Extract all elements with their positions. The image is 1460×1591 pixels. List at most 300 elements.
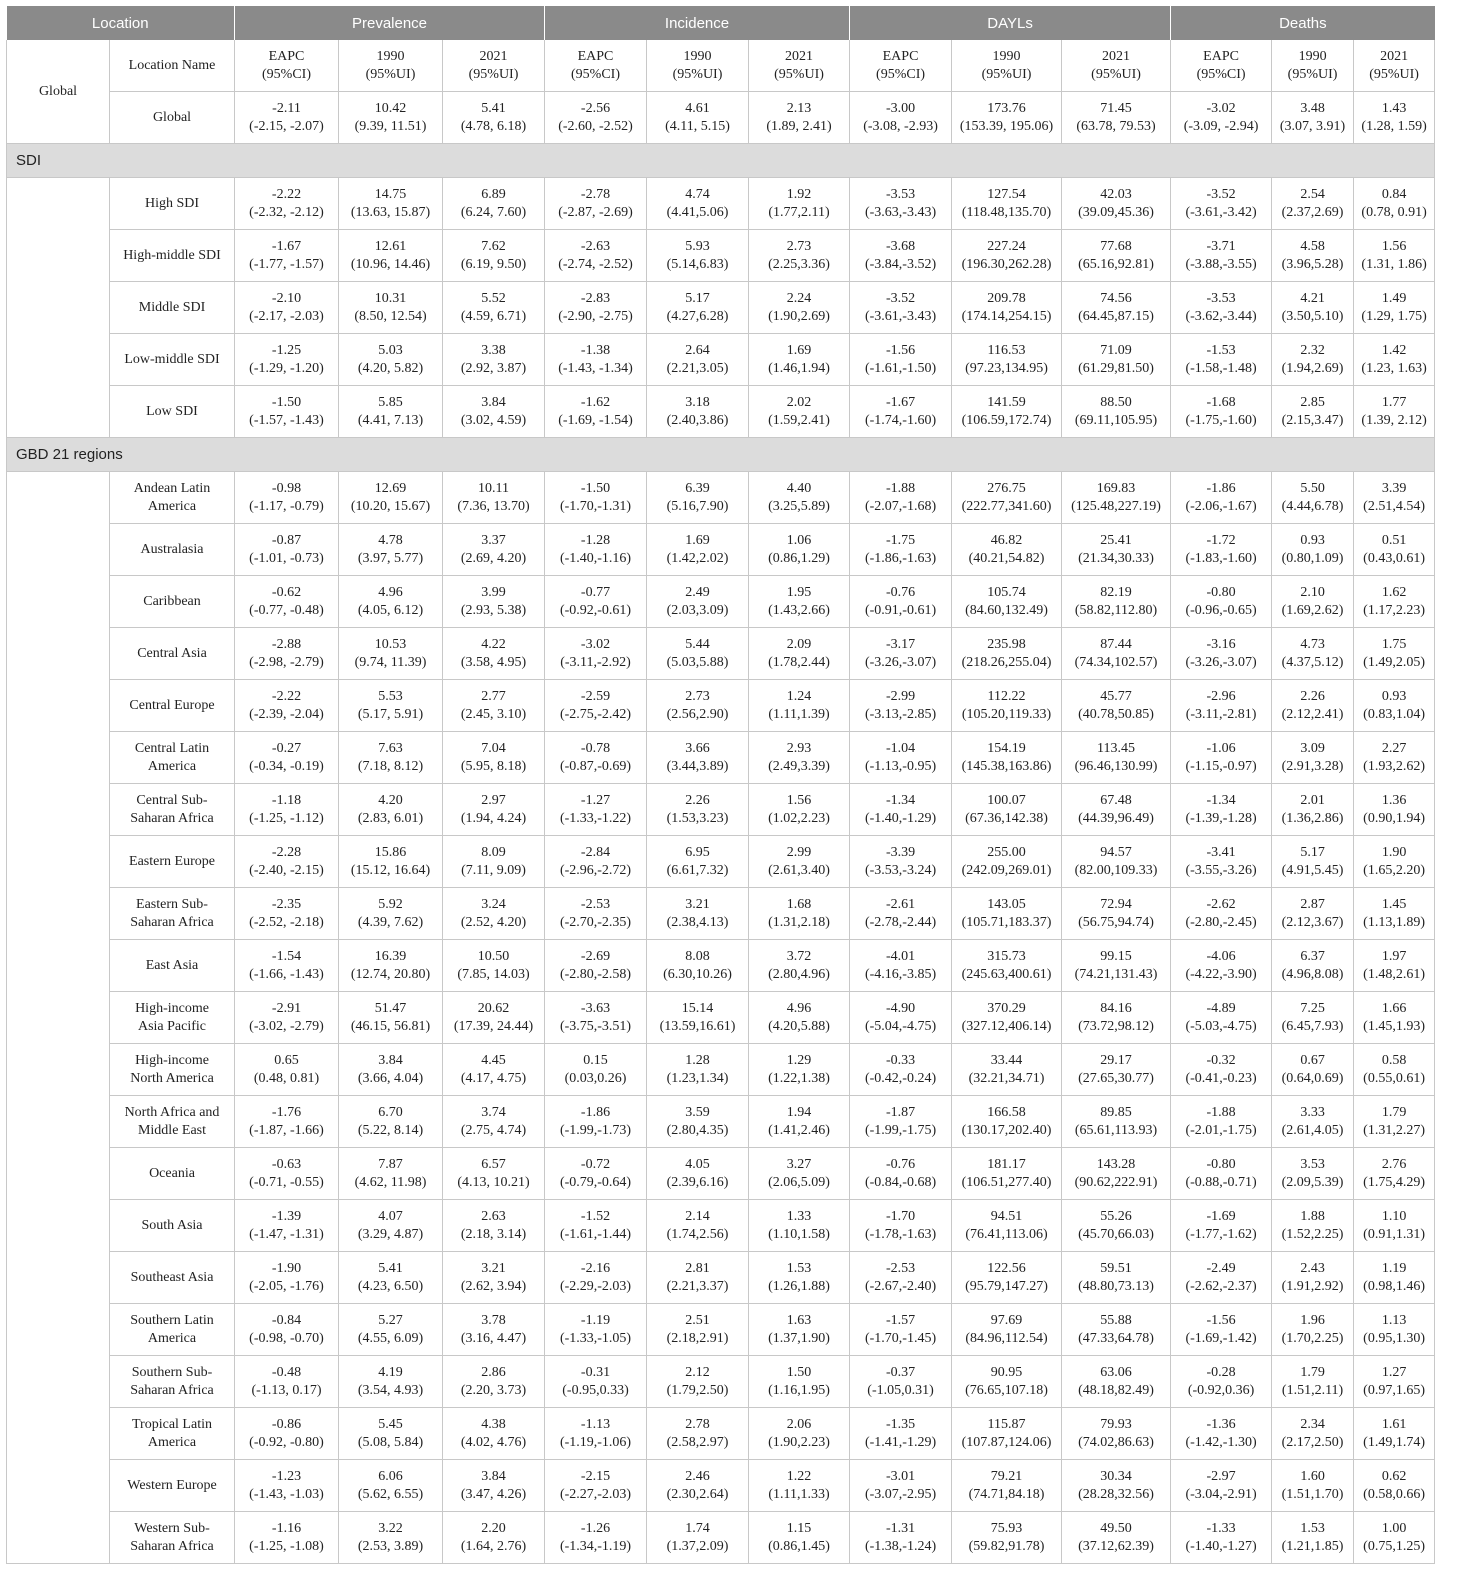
table-row [7,282,1435,334]
cell-range: (1.77,2.11) [768,204,830,220]
cell-value: -0.27 [271,740,302,756]
data-cell [952,282,1062,334]
cell-range: (-3.84,-3.52) [864,256,937,272]
cell-range: (65.61,113.93) [1074,1122,1158,1138]
cell-range: (2.53, 3.89) [357,1538,424,1554]
cell-value: -3.52 [1206,186,1236,202]
cell-value: -3.02 [580,636,611,652]
cell-value: 2.02 [786,394,812,410]
cell-range: (2.52, 4.20) [460,914,527,930]
location-name [110,1304,235,1356]
cell-range: (1.78,2.44) [768,654,830,670]
data-cell [443,888,545,940]
cell-value: -2.63 [580,238,611,254]
data-cell [749,1096,850,1148]
data-cell [850,1044,952,1096]
cell-range: (74.02,86.63) [1078,1434,1154,1450]
data-cell [1354,178,1435,230]
data-cell [952,784,1062,836]
cell-value: 15.86 [374,844,407,860]
data-cell [850,836,952,888]
cell-value: 49.50 [1100,1520,1132,1536]
cell-value: 169.83 [1096,480,1136,496]
cell-range: (-2.52, -2.18) [249,914,324,930]
data-cell [339,1304,443,1356]
cell-range: (5.17, 5.91) [357,706,424,722]
table-row [7,92,1435,144]
data-cell [443,524,545,576]
data-cell [952,178,1062,230]
cell-range: (4.59, 6.71) [460,308,527,324]
cell-range: (7.11, 9.09) [461,862,526,878]
data-cell [1171,836,1272,888]
cell-range: (1.90,2.69) [768,308,830,324]
cell-value: 1.75 [1381,636,1407,652]
cell-value: 3.21 [481,1260,506,1276]
data-cell [1062,1096,1171,1148]
cell-range: (1.13,1.89) [1363,914,1425,930]
data-cell [749,1512,850,1564]
data-cell [1062,1200,1171,1252]
data-cell [1171,282,1272,334]
data-cell [339,178,443,230]
cell-range: (3.02, 4.59) [460,412,527,428]
cell-value: 45.77 [1100,688,1132,704]
cell-range: (-2.07,-1.68) [864,498,937,514]
data-cell [235,524,339,576]
cell-range: (1.10,1.58) [768,1226,830,1242]
data-cell [647,888,749,940]
cell-value: 3.24 [481,896,506,912]
cell-value: 1.53 [786,1260,812,1276]
cell-value: -3.01 [885,1468,916,1484]
cell-range: (3.25,5.89) [768,498,830,514]
cell-range: (64.45,87.15) [1078,308,1154,324]
data-cell [339,524,443,576]
data-cell [749,680,850,732]
cell-value: -3.52 [885,290,916,306]
section-group-cell [7,178,110,438]
cell-range: (0.80,1.09) [1281,550,1344,566]
location-name [110,836,235,888]
cell-range: (-3.63,-3.43) [864,204,937,220]
data-cell [1062,282,1171,334]
cell-value: 1.19 [1381,1260,1407,1276]
cell-range: (7.36, 13.70) [457,498,530,514]
data-cell [545,386,647,438]
cell-range: (105.20,119.33) [961,706,1052,722]
cell-value: 3.99 [481,584,506,600]
cell-value: 25.41 [1100,532,1132,548]
cell-value: -1.53 [1206,342,1236,358]
cell-range: (9.39, 11.51) [354,118,427,134]
data-cell [952,524,1062,576]
data-cell [1354,1148,1435,1200]
cell-range: (-0.98, -0.70) [249,1330,324,1346]
data-cell [545,1096,647,1148]
location-name [110,524,235,576]
group-header-deaths: Deaths [1171,6,1435,40]
cell-value: -1.52 [580,1208,611,1224]
data-cell [1272,732,1354,784]
data-cell [850,1408,952,1460]
data-cell [1272,576,1354,628]
cell-value: 4.74 [685,186,710,202]
data-cell [1354,732,1435,784]
data-cell [850,732,952,784]
data-cell [1272,334,1354,386]
cell-range: (5.95, 8.18) [460,758,527,774]
cell-value: 173.76 [987,100,1026,116]
data-cell [749,1252,850,1304]
cell-range: (2.58,2.97) [666,1434,729,1450]
cell-range: (1.45,1.93) [1363,1018,1425,1034]
data-cell [443,1460,545,1512]
cell-range: (7.18, 8.12) [357,758,424,774]
cell-value: 1.33 [786,1208,812,1224]
location-name [110,472,235,524]
cell-range: (4.23, 6.50) [357,1278,424,1294]
data-cell [1171,888,1272,940]
column-header-interval: (95%UI) [1091,66,1141,82]
cell-value: -1.76 [271,1104,302,1120]
cell-value: 1.53 [1300,1520,1325,1536]
cell-value: -2.84 [580,844,611,860]
cell-value: 154.19 [987,740,1026,756]
cell-value: -1.69 [1206,1208,1236,1224]
data-cell [952,334,1062,386]
cell-range: (-2.62,-2.37) [1185,1278,1257,1294]
cell-value: -1.25 [271,342,302,358]
cell-value: -0.84 [271,1312,302,1328]
location-name-line: North Africa and [124,1104,220,1120]
cell-range: (-2.32, -2.12) [249,204,324,220]
group-header-row [7,6,1435,40]
location-name-line: Low-middle SDI [124,351,220,367]
cell-value: 3.38 [481,342,506,358]
data-cell [952,1512,1062,1564]
cell-range: (5.14,6.83) [666,256,729,272]
cell-value: 209.78 [987,290,1026,306]
cell-range: (2.39,6.16) [666,1174,729,1190]
cell-value: 2.26 [685,792,710,808]
cell-range: (2.30,2.64) [666,1486,729,1502]
cell-range: (-2.40, -2.15) [249,862,324,878]
data-cell [749,1304,850,1356]
column-header-interval: (95%CI) [262,66,311,82]
data-cell [1171,386,1272,438]
cell-value: -2.91 [271,1000,302,1016]
data-cell [1272,230,1354,282]
data-cell [545,1200,647,1252]
data-cell [850,472,952,524]
data-cell [647,1252,749,1304]
data-cell [749,1200,850,1252]
cell-value: -1.87 [885,1104,916,1120]
cell-range: (222.77,341.60) [961,498,1052,514]
cell-range: (4.05, 6.12) [357,602,424,618]
location-name [110,1408,235,1460]
cell-range: (2.18, 3.14) [460,1226,527,1242]
cell-value: 6.70 [378,1104,403,1120]
cell-range: (-2.90, -2.75) [558,308,633,324]
data-cell [339,1148,443,1200]
cell-range: (2.21,3.37) [666,1278,729,1294]
cell-range: (59.82,91.78) [968,1538,1045,1554]
column-header [339,40,443,92]
cell-range: (107.87,124.06) [961,1434,1052,1450]
column-header-label: 1990 [1298,48,1327,64]
cell-value: 7.87 [378,1156,403,1172]
cell-value: 2.97 [481,792,506,808]
cell-range: (10.20, 15.67) [350,498,431,514]
cell-range: (0.64,0.69) [1281,1070,1344,1086]
data-cell [545,680,647,732]
cell-value: -3.63 [580,1000,611,1016]
cell-range: (-1.05,0.31) [867,1382,934,1398]
data-cell [545,1044,647,1096]
cell-range: (-1.78,-1.63) [864,1226,937,1242]
cell-range: (0.91,1.31) [1363,1226,1425,1242]
data-cell [339,1200,443,1252]
cell-range: (1.52,2.25) [1281,1226,1344,1242]
data-cell [749,576,850,628]
cell-value: 227.24 [987,238,1026,254]
location-name-line: Oceania [149,1165,195,1181]
cell-value: -0.72 [580,1156,611,1172]
data-cell [1171,1200,1272,1252]
data-cell [1171,992,1272,1044]
cell-value: 2.54 [1300,186,1325,202]
data-cell [545,784,647,836]
group-header-incidence: Incidence [545,6,850,40]
cell-range: (1.17,2.23) [1363,602,1425,618]
cell-range: (-1.01, -0.73) [249,550,324,566]
location-name [110,992,235,1044]
group-header-prevalence: Prevalence [235,6,545,40]
cell-value: 2.81 [685,1260,710,1276]
cell-value: 3.84 [481,394,506,410]
location-name [110,1252,235,1304]
data-cell [1272,992,1354,1044]
cell-value: -1.50 [580,480,611,496]
cell-value: 5.85 [378,394,403,410]
data-cell [1062,732,1171,784]
cell-value: -1.38 [580,342,611,358]
cell-range: (-0.95,0.33) [562,1382,629,1398]
cell-range: (0.90,1.94) [1363,810,1425,826]
data-cell [235,1304,339,1356]
cell-value: 71.45 [1100,100,1132,116]
cell-range: (15.12, 16.64) [350,862,431,878]
cell-value: 2.86 [481,1364,506,1380]
data-cell [1354,334,1435,386]
cell-range: (6.61,7.32) [666,862,729,878]
cell-range: (-1.69,-1.42) [1185,1330,1257,1346]
cell-value: 8.08 [685,948,710,964]
location-name-line: America [147,1434,197,1450]
cell-value: 1.69 [685,532,710,548]
cell-range: (-1.41,-1.29) [864,1434,937,1450]
cell-range: (46.15, 56.81) [350,1018,431,1034]
group-header-location: Location [7,6,235,40]
cell-value: 3.72 [786,948,812,964]
cell-range: (1.70,2.25) [1281,1330,1344,1346]
data-cell [647,576,749,628]
cell-range: (2.93, 5.38) [460,602,527,618]
table-row [7,628,1435,680]
data-cell [647,386,749,438]
cell-value: -1.86 [1206,480,1236,496]
cell-value: -3.02 [1206,100,1236,116]
location-name-line: Global [152,109,192,125]
data-cell [235,334,339,386]
cell-range: (-0.91,-0.61) [864,602,937,618]
cell-value: -1.88 [1206,1104,1236,1120]
cell-value: 315.73 [987,948,1026,964]
data-cell [1171,1096,1272,1148]
cell-value: -0.87 [271,532,302,548]
cell-range: (-2.87, -2.69) [558,204,633,220]
data-cell [850,1148,952,1200]
cell-value: -1.50 [271,394,302,410]
cell-range: (84.60,132.49) [965,602,1048,618]
cell-range: (-2.17, -2.03) [249,308,324,324]
table-row [7,386,1435,438]
cell-range: (1.51,2.11) [1281,1382,1344,1398]
cell-value: 4.40 [786,480,812,496]
cell-range: (-1.38,-1.24) [864,1538,937,1554]
cell-range: (37.12,62.39) [1078,1538,1154,1554]
cell-range: (10.96, 14.46) [350,256,431,272]
data-cell [1171,334,1272,386]
cell-range: (5.03,5.88) [666,654,729,670]
data-cell [339,472,443,524]
cell-range: (5.08, 5.84) [357,1434,424,1450]
cell-range: (1.49,1.74) [1363,1434,1425,1450]
cell-range: (2.61,4.05) [1281,1122,1344,1138]
data-cell [749,784,850,836]
data-cell [235,576,339,628]
cell-value: 7.25 [1300,1000,1325,1016]
cell-value: 4.45 [481,1052,506,1068]
cell-value: -4.01 [885,948,916,964]
data-cell [647,92,749,144]
cell-range: (-3.07,-2.95) [864,1486,937,1502]
cell-range: (3.54, 4.93) [357,1382,424,1398]
cell-range: (-1.19,-1.06) [559,1434,632,1450]
cell-value: 42.03 [1100,186,1132,202]
cell-range: (2.56,2.90) [666,706,729,722]
data-cell [545,178,647,230]
cell-value: 1.00 [1381,1520,1407,1536]
data-cell [545,334,647,386]
cell-value: 166.58 [987,1104,1026,1120]
data-cell [1062,1512,1171,1564]
location-name-line: High-income [135,1000,209,1016]
data-cell [339,628,443,680]
data-cell [647,282,749,334]
cell-range: (-2.27,-2.03) [559,1486,632,1502]
cell-range: (2.37,2.69) [1281,204,1344,220]
cell-range: (-1.43, -1.34) [558,360,633,376]
cell-value: -2.56 [580,100,611,116]
data-cell [850,940,952,992]
location-name-line: America [147,1330,197,1346]
section-header-row [7,438,1435,472]
cell-range: (-1.61,-1.50) [864,360,937,376]
cell-value: 4.96 [378,584,403,600]
cell-range: (0.86,1.45) [768,1538,830,1554]
data-cell [647,524,749,576]
data-cell [952,1460,1062,1512]
cell-value: 3.22 [378,1520,403,1536]
cell-value: -2.69 [580,948,611,964]
data-cell [235,1356,339,1408]
data-cell [1354,1200,1435,1252]
data-cell [1272,888,1354,940]
cell-value: -1.62 [580,394,611,410]
cell-range: (3.29, 4.87) [357,1226,424,1242]
cell-value: -1.56 [1206,1312,1236,1328]
table-row [7,524,1435,576]
location-name-line: Saharan Africa [130,914,214,930]
cell-range: (2.75, 4.74) [460,1122,527,1138]
cell-range: (3.44,3.89) [666,758,729,774]
cell-range: (2.40,3.86) [666,412,729,428]
section-title: GBD 21 regions [7,438,1435,472]
cell-range: (0.55,0.61) [1363,1070,1425,1086]
data-cell [1171,178,1272,230]
cell-range: (2.15,3.47) [1281,412,1344,428]
data-cell [952,1148,1062,1200]
data-cell [952,1408,1062,1460]
cell-value: 1.63 [786,1312,812,1328]
cell-value: 1.61 [1381,1416,1407,1432]
cell-value: 8.09 [481,844,506,860]
cell-value: 3.66 [685,740,710,756]
data-cell [1272,1304,1354,1356]
data-cell [1272,1512,1354,1564]
cell-range: (4.41, 7.13) [357,412,424,428]
data-cell [235,680,339,732]
cell-value: -1.23 [271,1468,302,1484]
cell-range: (-1.70,-1.31) [559,498,632,514]
column-header [952,40,1062,92]
data-cell [1171,680,1272,732]
cell-value: -0.78 [580,740,611,756]
data-cell [1272,1252,1354,1304]
data-cell [1354,92,1435,144]
data-cell [235,472,339,524]
data-cell [1171,1304,1272,1356]
data-cell [952,940,1062,992]
cell-value: 2.85 [1300,394,1325,410]
cell-value: -2.15 [580,1468,611,1484]
cell-range: (2.62, 3.94) [460,1278,527,1294]
cell-value: -2.99 [885,688,916,704]
cell-value: 51.47 [374,1000,407,1016]
cell-range: (-1.40,-1.16) [559,550,632,566]
cell-range: (2.12,2.41) [1281,706,1344,722]
cell-range: (4.44,6.78) [1281,498,1344,514]
table-body [7,40,1435,1564]
data-cell [443,230,545,282]
cell-value: 1.22 [786,1468,812,1484]
data-cell [749,992,850,1044]
column-header-label: 2021 [479,48,508,64]
data-cell [850,386,952,438]
